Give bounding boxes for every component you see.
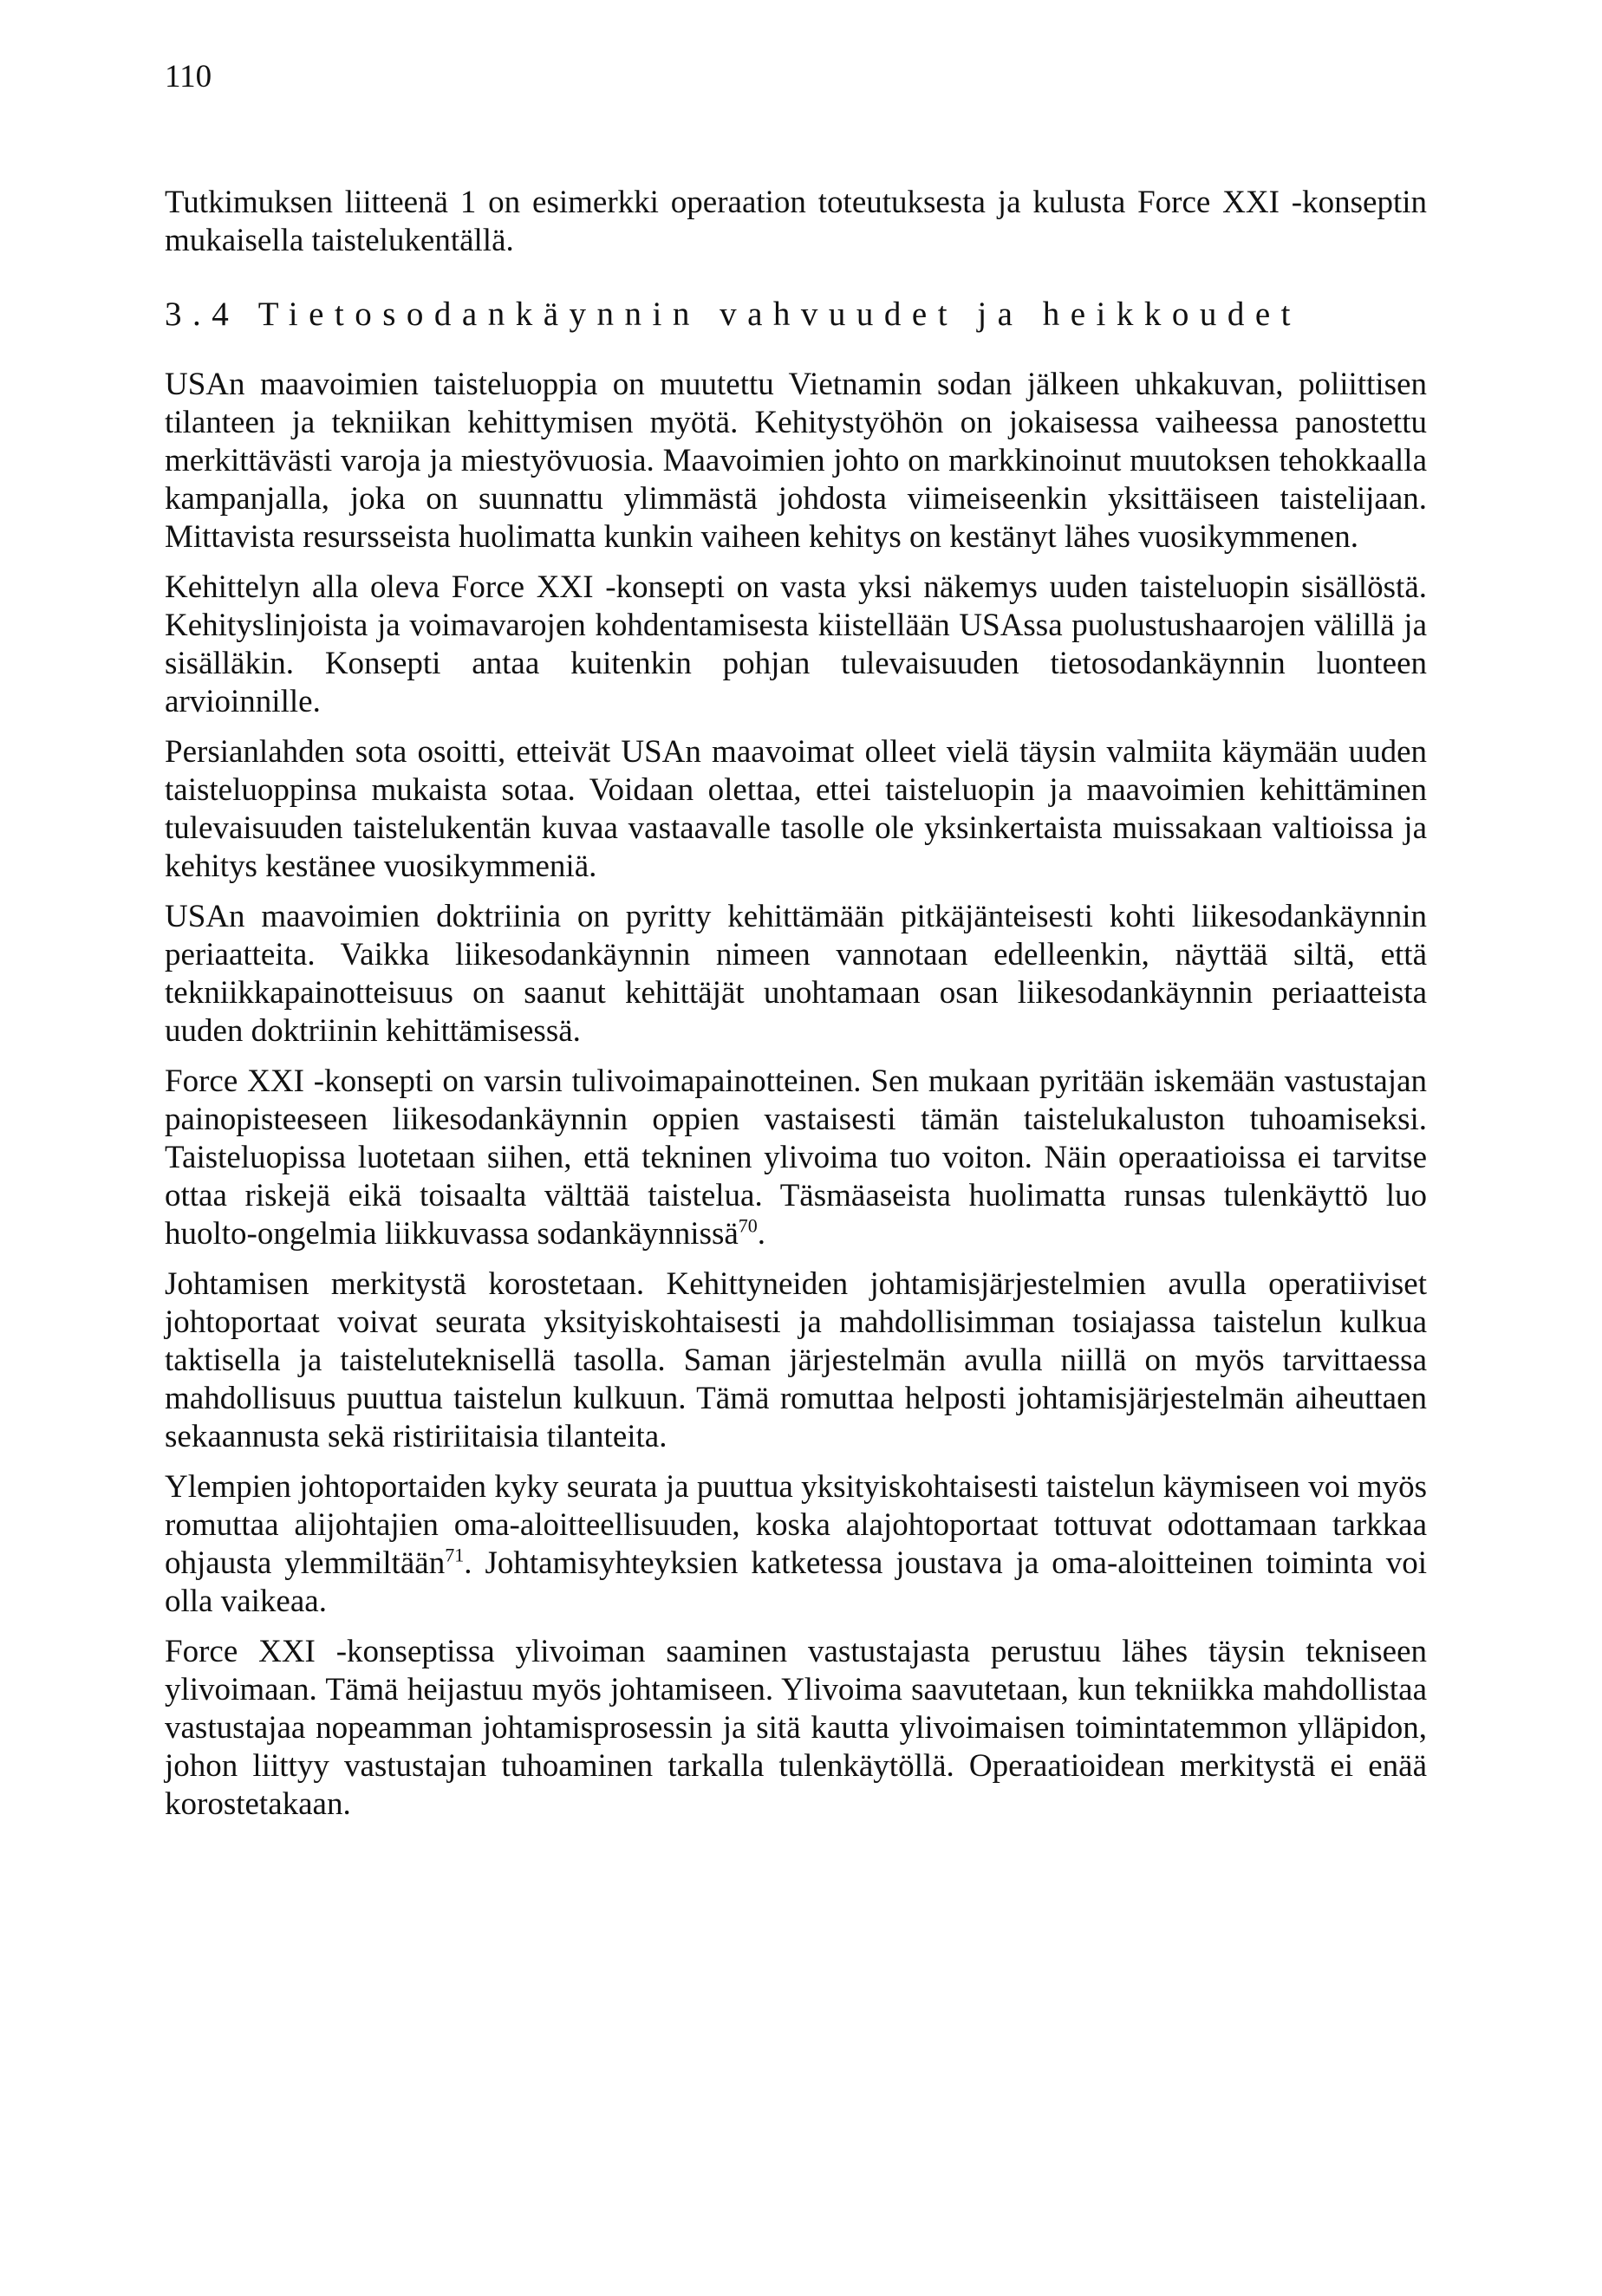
section-title: Tietosodankäynnin vahvuudet ja heikkoudet — [257, 296, 1302, 333]
page-content — [165, 184, 1427, 1836]
paragraph-7-text: Ylempien johtoportaiden kyky seurata ja puuttua yksityiskohtaisesti taistelun käymiseen voi myös romuttaa alijohtajien oma-aloitteellisuuden, koska alajohtoportaat tottuvat odottamaan tarkkaa ohjausta ylemmiltään — [165, 1469, 1427, 1581]
body-paragraph-6: Johtamisen merkitystä korostetaan. Kehittyneiden johtamisjärjestelmien avulla operatiiviset johtoportaat voivat seurata yksityiskohtaisesti ja mahdollisimman tosiajassa taistelun kulkua taktisella ja taisteluteknisellä tasolla. Saman järjestelmän avulla niillä on myös tarvittaessa mahdollisuus puuttua taistelun kulkuun. Tämä romuttaa helposti johtamisjärjestelmän aiheuttaen sekaannusta sekä ristiriitaisia tilanteita. — [165, 1266, 1427, 1454]
footnote-ref-71: 71 — [445, 1544, 465, 1566]
paragraph-7-end: . Johtamisyhteyksien katketessa joustava ja oma-aloitteinen toiminta voi olla vaikeaa. — [165, 1545, 1427, 1619]
page-number: 110 — [165, 59, 212, 94]
body-paragraph-7 — [165, 1468, 1427, 1621]
paragraph-5-end: . — [757, 1216, 766, 1252]
body-paragraph-2: Kehittelyn alla oleva Force XXI -konsepti on vasta yksi näkemys uuden taisteluopin sisällöstä. Kehityslinjoista ja voimavarojen kohdentamisesta kiistellään USAssa puolustushaarojen välillä ja sisälläkin. Konsepti antaa kuitenkin pohjan tulevaisuuden tietosodankäynnin luonteen arvioinnille. — [165, 569, 1427, 719]
intro-paragraph: Tutkimuksen liitteenä 1 on esimerkki operaation toteutuksesta ja kulusta Force XXI -konseptin mukaisella taistelukentällä. — [165, 185, 1427, 258]
paragraph-5-text: Force XXI -konsepti on varsin tulivoimapainotteinen. Sen mukaan pyritään iskemään vastustajan painopisteeseen liikesodankäynnin oppien vastaisesti tämän taistelukaluston tuhoamiseksi. Taisteluopissa luotetaan siihen, että tekninen ylivoima tuo voiton. Näin operaatioissa ei tarvitse ottaa riskejä eikä toisaalta välttää taistelua. Täsmäaseista huolimatta runsas tulenkäyttö luo huolto-ongelmia liikkuvassa sodankäynnissä — [165, 1063, 1427, 1252]
section-heading — [165, 293, 1427, 336]
body-paragraph-1: USAn maavoimien taisteluoppia on muutettu Vietnamin sodan jälkeen uhkakuvan, poliittisen tilanteen ja tekniikan kehittymisen myötä. Kehitystyöhön on jokaisessa vaiheessa panostettu merkittävästi varoja ja miestyövuosia. Maavoimien johto on markkinoinut muutoksen tehokkaalla kampanjalla, joka on suunnattu ylimmästä johdosta viimeiseenkin yksittäiseen taistelijaan. Mittavista resursseista huolimatta kunkin vaiheen kehitys on kestänyt lähes vuosikymmenen. — [165, 367, 1427, 555]
footnote-ref-70: 70 — [738, 1214, 758, 1237]
body-paragraph-5 — [165, 1063, 1427, 1253]
body-paragraph-8: Force XXI -konseptissa ylivoiman saaminen vastustajasta perustuu lähes täysin tekniseen ylivoimaan. Tämä heijastuu myös johtamiseen. Ylivoima saavutetaan, kun tekniikka mahdollistaa vastustajaa nopeamman johtamisprosessin ja sitä kautta ylivoimaisen toimintatemmon ylläpidon, johon liittyy vastustajan tuhoaminen tarkalla tulenkäytöllä. Operaatioidean merkitystä ei enää korostetakaan. — [165, 1634, 1427, 1822]
body-paragraph-4: USAn maavoimien doktriinia on pyritty kehittämään pitkäjänteisesti kohti liikesodankäynnin periaatteita. Vaikka liikesodankäynnin nimeen vannotaan edelleenkin, näyttää siltä, että tekniikkapainotteisuus on saanut kehittäjät unohtamaan osan liikesodankäynnin periaatteista uuden doktriinin kehittämisessä. — [165, 899, 1427, 1049]
body-paragraph-3: Persianlahden sota osoitti, etteivät USAn maavoimat olleet vielä täysin valmiita käymään uuden taisteluoppinsa mukaista sotaa. Voidaan olettaa, ettei taisteluopin ja maavoimien kehittäminen tulevaisuuden taistelukentän kuvaa vastaavalle tasolle ole yksinkertaista muissakaan valtioissa ja kehitys kestänee vuosikymmeniä. — [165, 734, 1427, 884]
section-number: 3.4 — [165, 296, 240, 333]
